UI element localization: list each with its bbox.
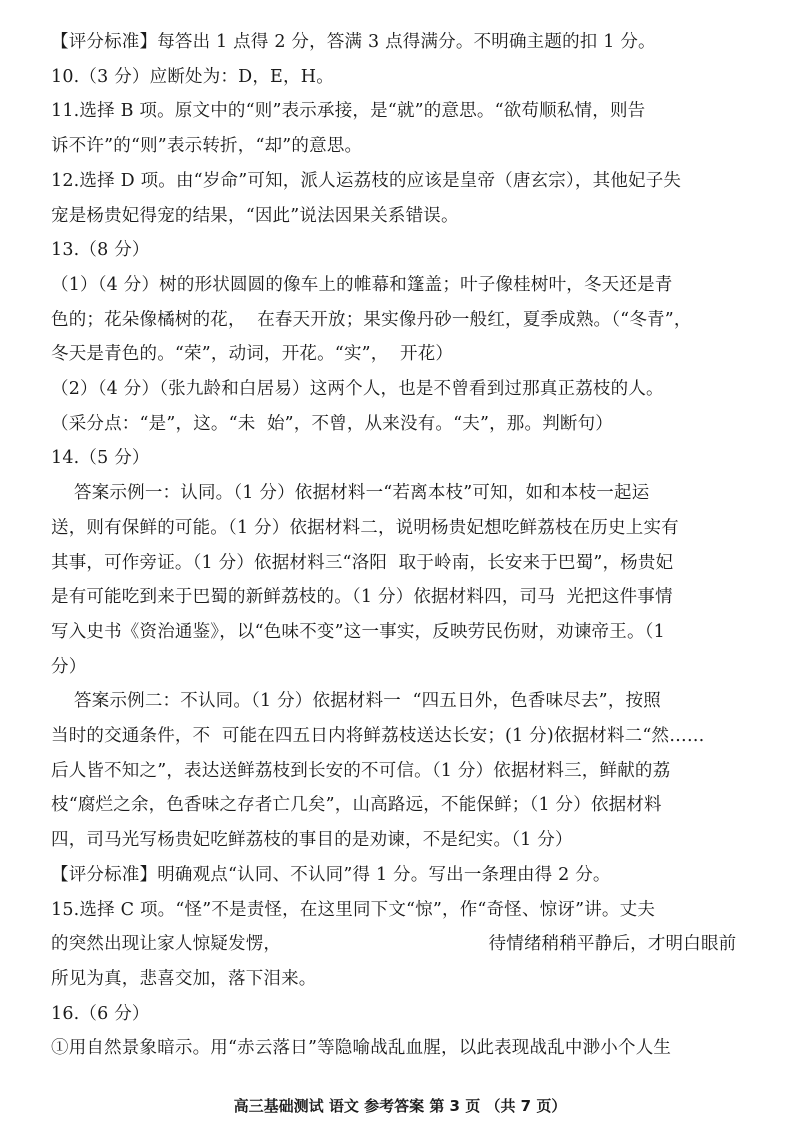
- text-line: 当时的交通条件，不 可能在四五日内将鲜荔枝送达长安；(1 分)依据材料二“然……: [51, 726, 705, 746]
- text-line: 色的；花朵像橘树的花， 在春天开放；果实像丹砂一般红，夏季成熟。（“冬青”，: [51, 309, 692, 330]
- text-line: 13.（8 分）: [51, 240, 150, 261]
- text-line: 12.选择 D 项。由“岁命”可知，派人运荔枝的应该是皇帝（唐玄宗），其他妃子失: [51, 170, 682, 191]
- text-line: 后人皆不知之”，表达送鲜荔枝到长安的不可信。（1 分）依据材料三，鲜献的荔: [51, 760, 671, 781]
- text-line: 冬天是青色的。“荣”，动词，开花。“实”， 开花）: [51, 344, 454, 365]
- text-line: 15.选择 C 项。“怪”不是责怪，在这里同下文“惊”，作“奇怪、惊讶”讲。丈夫: [51, 899, 656, 920]
- text-line: 【评分标准】明确观点“认同、不认同”得 1 分。写出一条理由得 2 分。: [51, 864, 611, 885]
- text-line: 宠是杨贵妃得宠的结果，“因此”说法因果关系错误。: [51, 205, 459, 226]
- text-line: 的突然出现让家人惊疑发愣， 待情绪稍稍平静后，才明白眼前: [51, 934, 737, 955]
- text-line: 枝“腐烂之余，色香味之存者亡几矣”，山高路远，不能保鲜；（1 分）依据材料: [51, 795, 662, 816]
- text-line: 11.选择 B 项。原文中的“则”表示承接，是“就”的意思。“欲苟顺私情，则告: [51, 101, 646, 122]
- text-line: （2）（4 分）（张九龄和白居易）这两个人，也是不曾看到过那真正荔枝的人。: [51, 379, 664, 399]
- page-footer: 高三基础测试 语文 参考答案 第 3 页 （共 7 页）: [233, 1097, 567, 1115]
- text-line: 答案示例一：认同。（1 分）依据材料一“若离本枝”可知，如和本枝一起运: [51, 483, 650, 504]
- text-line: （采分点：“是”，这。“未 始”，不曾，从来没有。“夫”，那。判断句）: [51, 413, 614, 434]
- text-line: 分）: [51, 656, 87, 677]
- text-line: 10.（3 分）应断处为：D，E，H。: [51, 66, 334, 87]
- text-line: 所见为真，悲喜交加，落下泪来。: [51, 968, 317, 989]
- text-line: 诉不许”的“则”表示转折，“却”的意思。: [51, 136, 363, 157]
- text-line: 送，则有保鲜的可能。（1 分）依据材料二，说明杨贵妃想吃鲜荔枝在历史上实有: [51, 517, 679, 538]
- text-line: ①用自然景象暗示。用“赤云落日”等隐喻战乱血腥，以此表现战乱中渺小个人生: [51, 1038, 672, 1059]
- text-line: 答案示例二：不认同。（1 分）依据材料一 “四五日外，色香味尽去”，按照: [51, 691, 661, 712]
- text-line: 写入史书《资治通鉴》，以“色味不变”这一事实，反映劳民伤财，劝谏帝王。（1: [51, 621, 665, 642]
- text-line: （1）（4 分）树的形状圆圆的像车上的帷幕和篷盖；叶子像桂树叶，冬天还是青: [51, 274, 673, 295]
- text-line: 其事，可作旁证。（1 分）依据材料三“洛阳 取于岭南，长安来于巴蜀”，杨贵妃: [51, 552, 674, 573]
- text-line: 【评分标准】每答出 1 点得 2 分，答满 3 点得满分。不明确主题的扣 1 分。: [51, 32, 656, 52]
- text-line: 是有可能吃到来于巴蜀的新鲜荔枝的。（1 分）依据材料四，司马 光把这件事情: [51, 587, 673, 608]
- text-line: 四，司马光写杨贵妃吃鲜荔枝的事目的是劝谏，不是纪实。（1 分）: [51, 830, 573, 851]
- text-line: 14.（5 分）: [51, 448, 150, 469]
- text-line: 16.（6 分）: [51, 1003, 150, 1024]
